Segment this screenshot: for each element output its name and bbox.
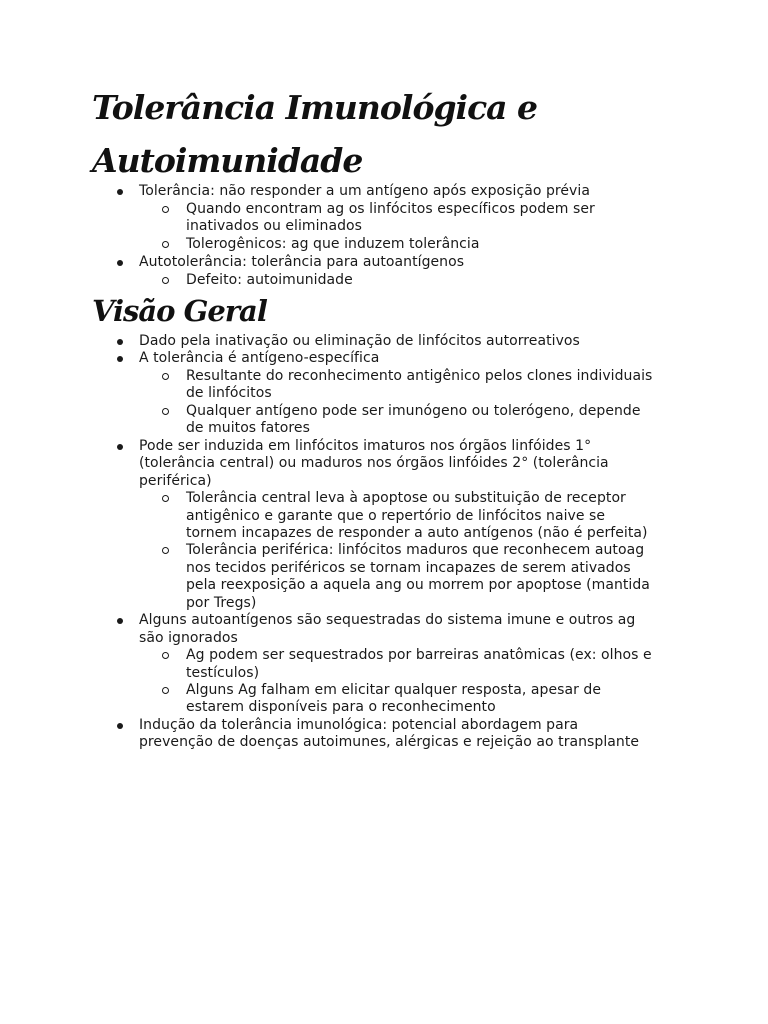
document-title-line-1: Tolerância Imunológica e [92,88,538,127]
list-item-continuation [0,218,768,235]
list-item-text: (tolerância central) ou maduros nos órgãos linfóides 2° (tolerância [139,455,609,472]
hollow-bullet-icon [162,241,169,248]
list-item-continuation [0,455,768,472]
list-item-text: pela reexposição a aquela ang ou morrem por apoptose (mantida [186,577,650,594]
list-item-text: Tolerância central leva à apoptose ou substituição de receptor [186,490,626,507]
filled-bullet-icon [117,339,123,345]
list-item-text: por Tregs) [186,594,257,611]
list-item-text: periférica) [139,472,212,489]
list-item-text: tornem incapazes de responder a auto antígenos (não é perfeita) [186,524,648,541]
list-item-text: Autotolerância: tolerância para autoantígenos [139,253,465,270]
list-item-text: Defeito: autoimunidade [186,271,353,288]
list-item-continuation [0,595,768,612]
list-item [0,717,768,734]
list-item-continuation [0,630,768,647]
list-item-continuation [0,385,768,402]
hollow-bullet-icon [162,408,169,415]
list-item-text: inativados ou eliminados [186,218,362,235]
list-item-text: Alguns Ag falham em elicitar qualquer resposta, apesar de [186,682,602,698]
list-item-continuation [0,665,768,682]
list-item-continuation [0,508,768,525]
hollow-bullet-icon [162,277,169,284]
hollow-bullet-icon [162,206,169,213]
list-item [0,350,768,367]
list-item-text: Pode ser induzida em linfócitos imaturos nos órgãos linfóides 1° [139,437,592,454]
list-item-text: A tolerância é antígeno-específica [139,350,380,367]
list-item-continuation [0,699,768,716]
list-item [0,438,768,455]
hollow-bullet-icon [162,495,169,502]
list-item-text: prevenção de doenças autoimunes, alérgicas e rejeição ao transplante [139,734,640,751]
sub-list-item [0,368,768,385]
list-item-continuation [0,734,768,751]
list-item-continuation [0,420,768,437]
sub-list-item [0,272,768,289]
list-item [0,612,768,629]
hollow-bullet-icon [162,373,169,380]
filled-bullet-icon [117,444,123,450]
sub-list-item [0,403,768,420]
list-item-text: estarem disponíveis para o reconhecimento [186,699,496,716]
list-item-text: Alguns autoantígenos são sequestradas do sistema imune e outros ag [139,612,636,629]
list-item-continuation [0,473,768,490]
list-item-text: antigênico e garante que o repertório de linfócitos naive se [186,507,606,524]
document-title-line-2: Autoimunidade [92,141,363,180]
section-heading-visao-geral: Visão Geral [92,294,267,328]
filled-bullet-icon [117,260,123,266]
hollow-bullet-icon [162,652,169,659]
sub-list-item [0,236,768,253]
list-item-text: nos tecidos periféricos se tornam incapazes de serem ativados [186,559,631,576]
filled-bullet-icon [117,618,123,624]
list-item-text: Quando encontram ag os linfócitos específicos podem ser [186,200,595,217]
list-item-text: Qualquer antígeno pode ser imunógeno ou tolerógeno, depende [186,402,641,419]
list-item-continuation [0,560,768,577]
list-item [0,333,768,350]
sub-list-item [0,682,768,699]
list-item-text: Indução da tolerância imunológica: potencial abordagem para [139,716,579,733]
sub-list-item [0,201,768,218]
list-item-text: Tolerância periférica: linfócitos maduros que reconhecem autoag [186,542,645,559]
filled-bullet-icon [117,189,123,195]
filled-bullet-icon [117,723,123,729]
list-item-text: testículos) [186,664,260,681]
sub-list-item [0,490,768,507]
list-item-text: Dado pela inativação ou eliminação de linfócitos autorreativos [139,333,580,349]
list-item-text: Ag podem ser sequestrados por barreiras anatômicas (ex: olhos e [186,647,652,664]
list-item-text: de linfócitos [186,385,272,402]
list-item-text: são ignorados [139,629,238,646]
hollow-bullet-icon [162,687,169,694]
list-item [0,254,768,271]
list-item [0,183,768,200]
list-item-text: de muitos fatores [186,420,310,437]
list-item-text: Tolerogênicos: ag que induzem tolerância [186,236,480,253]
filled-bullet-icon [117,356,123,362]
list-item-continuation [0,525,768,542]
sub-list-item [0,542,768,559]
list-item-continuation [0,577,768,594]
list-item-text: Tolerância: não responder a um antígeno após exposição prévia [139,183,590,199]
hollow-bullet-icon [162,547,169,554]
sub-list-item [0,647,768,664]
list-item-text: Resultante do reconhecimento antigênico pelos clones individuais [186,367,653,384]
